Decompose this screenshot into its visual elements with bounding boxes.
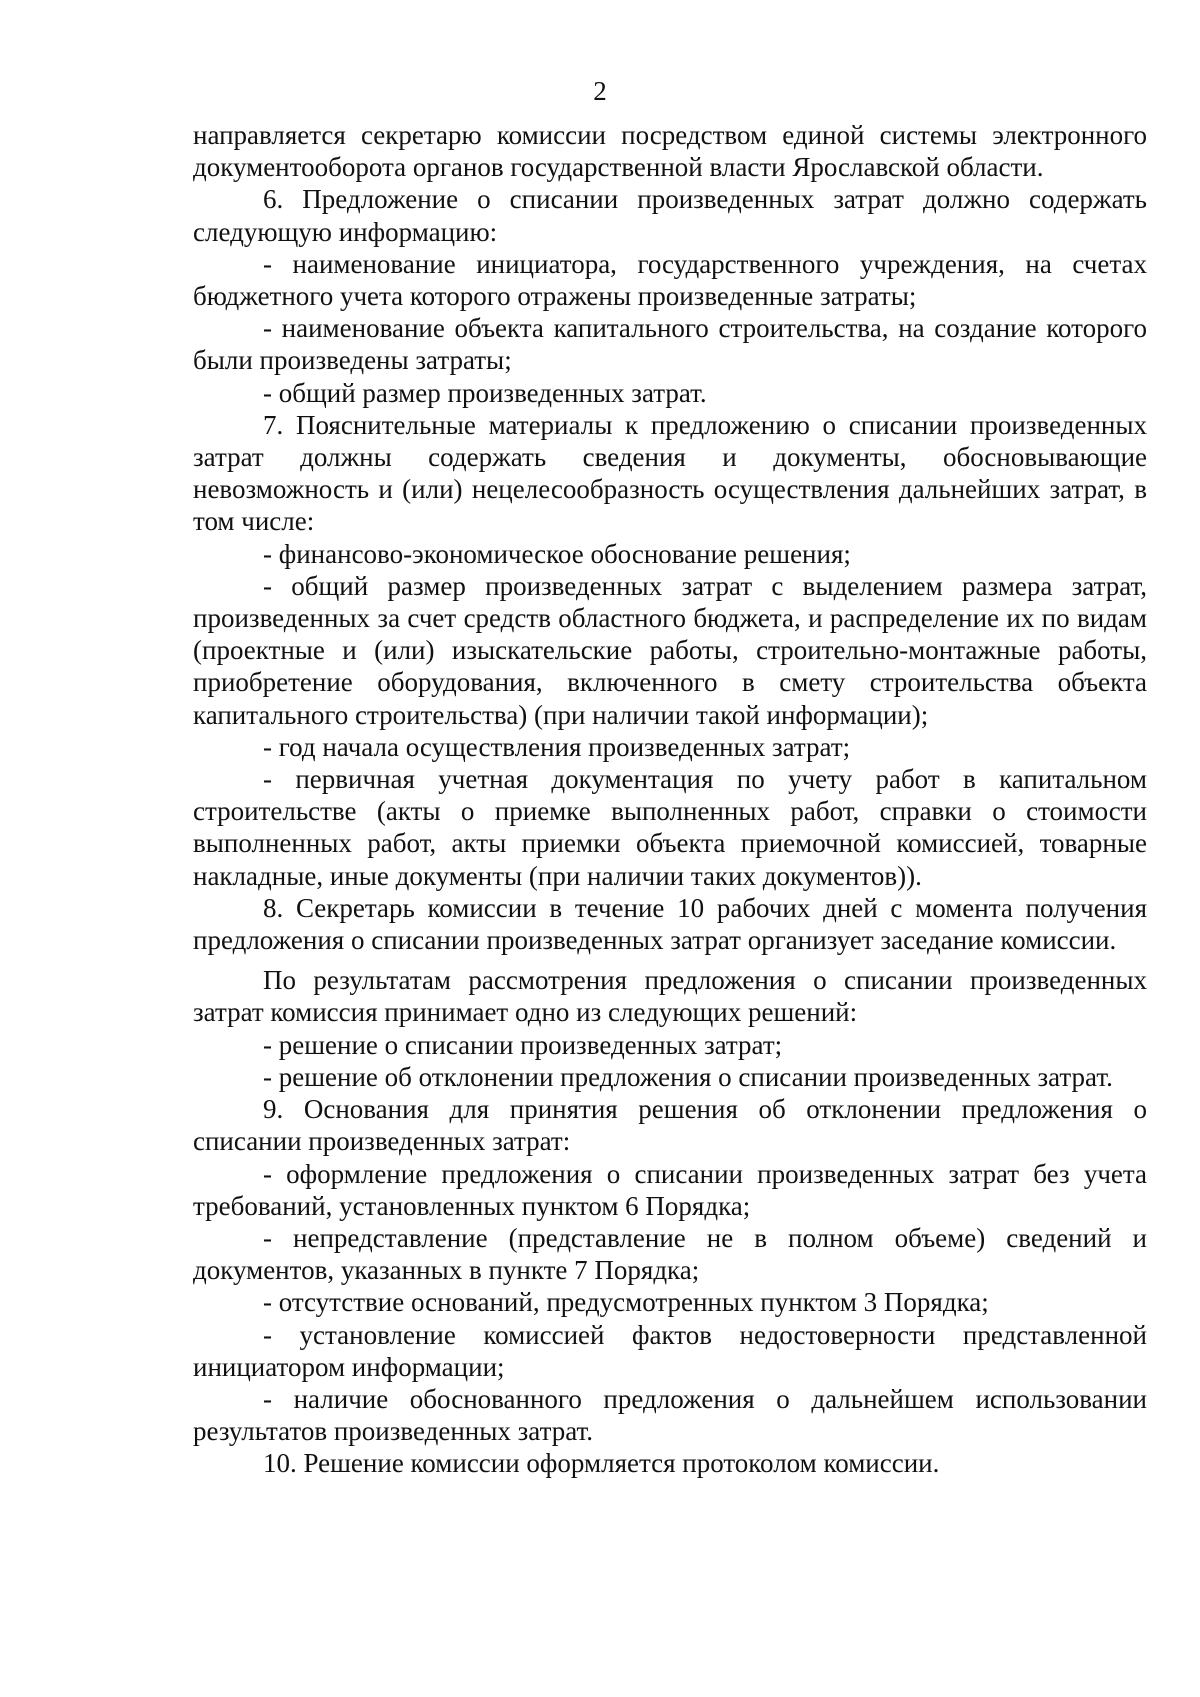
paragraph-bullet: - непредставление (представление не в полном объеме) сведений и документов, указанных в пункте 7 Порядка; [193, 1222, 1147, 1286]
paragraph-bullet: - наличие обоснованного предложения о дальнейшем использовании результатов произведенных затрат. [193, 1383, 1147, 1447]
paragraph-bullet: - год начала осуществления произведенных затрат; [263, 731, 851, 762]
paragraph-item-8: 8. Секретарь комиссии в течение 10 рабочих дней с момента получения предложения о списании произведенных затрат организует заседание комиссии. [193, 892, 1147, 956]
paragraph-bullet: - решение об отклонении предложения о списании произведенных затрат. [263, 1061, 1113, 1092]
paragraph-bullet: - общий размер произведенных затрат с выделением размера затрат, произведенных за счет средств областного бюджета, и распределение их по видам (проектные и (или) изыскательские работы, строительно-монтажные работы, приобретение оборудования, включенного в смету строительства объекта капитального строительства) (при наличии такой информации); [193, 570, 1147, 730]
paragraph-bullet: - отсутствие оснований, предусмотренных пунктом 3 Порядка; [263, 1287, 989, 1318]
paragraph-bullet: - наименование инициатора, государственного учреждения, на счетах бюджетного учета которого отражены произведенные затраты; [193, 248, 1147, 312]
paragraph-bullet: - общий размер произведенных затрат. [263, 377, 707, 408]
document-body [193, 119, 1147, 1480]
paragraph-item-6: 6. Предложение о списании произведенных затрат должно содержать следующую информацию: [193, 184, 1147, 247]
paragraph-bullet: - наименование объекта капитального строительства, на создание которого были произведены затраты; [193, 313, 1147, 376]
paragraph-item-7: 7. Пояснительные материалы к предложению о списании произведенных затрат должны содержать сведения и документы, обосновывающие невозможность и (или) нецелесообразность осуществления дальнейших затрат, в том числе: [193, 409, 1147, 537]
page-number: 2 [593, 76, 607, 106]
paragraph-item-9: 9. Основания для принятия решения об отклонении предложения о списании произведенных затрат: [193, 1094, 1147, 1157]
paragraph-bullet: - первичная учетная документация по учету работ в капитальном строительстве (акты о приемке выполненных работ, справки о стоимости выполненных работ, акты приемки объекта приемочной комиссией, товарные накладные, иные документы (при наличии таких документов)). [193, 764, 1147, 891]
paragraph-bullet: - финансово-экономическое обоснование решения; [263, 538, 851, 569]
paragraph-results: По результатам рассмотрения предложения о списании произведенных затрат комиссия принимает одно из следующих решений: [193, 965, 1147, 1028]
paragraph-continuation: направляется секретарю комиссии посредством единой системы электронного документооборота органов государственной власти Ярославской области. [193, 120, 1147, 183]
paragraph-bullet: - установление комиссией фактов недостоверности представленной инициатором информации; [193, 1319, 1147, 1382]
paragraph-bullet: - оформление предложения о списании произведенных затрат без учета требований, установленных пунктом 6 Порядка; [193, 1158, 1147, 1221]
paragraph-bullet: - решение о списании произведенных затрат; [263, 1029, 783, 1060]
paragraph-item-10: 10. Решение комиссии оформляется протоколом комиссии. [263, 1448, 940, 1479]
